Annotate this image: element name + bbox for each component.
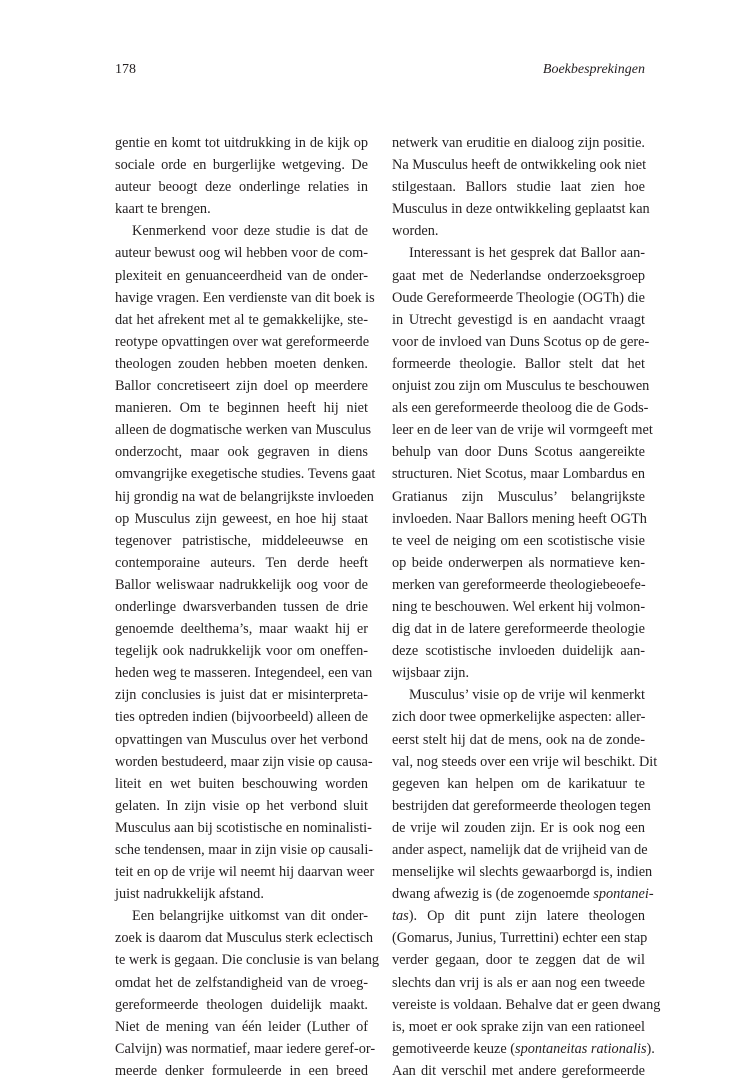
text-span: is, moet er ook sprake zijn van een rationeel: [392, 1018, 645, 1035]
text-line: [392, 905, 645, 927]
text-line: [392, 508, 645, 530]
text-span: op Musculus zijn geweest, en hoe hij staat: [115, 510, 368, 527]
text-line: [115, 154, 368, 176]
text-span: havige vragen. Een verdienste van dit boek is: [115, 289, 375, 306]
text-line: [392, 684, 645, 706]
text-line: [392, 331, 650, 353]
text-line: [392, 287, 645, 309]
text-span: Aan dit verschil met andere gereformeerde: [392, 1062, 645, 1079]
text-line: [392, 574, 645, 596]
text-line: [115, 905, 368, 927]
text-span: structuren. Niet Scotus, maar Lombardus en: [392, 466, 645, 483]
text-span: te veel de neiging om een scotistische visie: [392, 532, 645, 549]
text-line: [115, 773, 368, 795]
text-span: menselijke wil slechts gewaarborgd is, indien: [392, 864, 653, 881]
text-span: kaart te brengen.: [115, 201, 211, 218]
text-span: gentie en komt tot uitdrukking in de kijk op: [115, 135, 368, 151]
text-span: teit en op de vrije wil neemt hij daarvan weer: [115, 864, 375, 881]
text-span: worden bestudeerd, maar zijn visie op causa-: [115, 753, 373, 770]
text-span: ning te beschouwen. Wel erkent hij volmon-: [392, 598, 646, 615]
text-line: [115, 375, 368, 397]
text-span: dat het afrekent met al te gemakkelijke, ste-: [115, 311, 368, 328]
text-line: [115, 397, 368, 419]
text-span: leer en de leer van de vrije wil vormgeeft met: [392, 422, 653, 439]
text-line: [115, 662, 373, 684]
text-line: [392, 530, 645, 552]
text-span: gelaten. In zijn visie op het verbond sluit: [115, 797, 368, 814]
text-line: [115, 220, 368, 242]
text-span: sche tendensen, maar in zijn visie op causali-: [115, 842, 374, 858]
text-line: [115, 994, 368, 1016]
text-line: [115, 729, 368, 751]
text-span: eerst stelt hij dat de mens, ook na de zonde-: [392, 731, 645, 748]
text-line: [392, 154, 645, 176]
italic-term: spontaneitas rationalis: [515, 1040, 647, 1057]
text-span: slechts dan vrij is als er aan nog een tweede: [392, 974, 645, 991]
text-span: (Gomarus, Junius, Turrettini) echter een stap: [392, 930, 648, 947]
running-title: Boekbesprekingen: [542, 62, 645, 77]
text-line: [392, 463, 645, 485]
text-line: [115, 817, 372, 839]
text-line: [115, 839, 374, 861]
text-span: onderlinge dwarsverbanden tussen de drie: [115, 598, 368, 615]
text-span: merken van gereformeerde theologiebeoefe-: [392, 576, 646, 593]
text-line: [392, 441, 645, 463]
text-line: [115, 1060, 368, 1082]
text-span: contemporaine auteurs. Ten derde heeft: [115, 554, 368, 571]
text-span: sociale orde en burgerlijke wetgeving. De: [115, 157, 368, 174]
text-line: [392, 795, 651, 817]
text-span: zijn conclusies is juist dat er misinterpreta-: [115, 687, 368, 704]
text-line: [115, 596, 368, 618]
text-line: [392, 309, 645, 331]
text-span: tegenover patristische, middeleeuwse en: [115, 532, 368, 549]
text-line: [392, 817, 645, 839]
text-span: val, nog steeds over een vrije wil beschikt. Dit: [392, 753, 658, 770]
text-span: voor de invloed van Duns Scotus op de gere-: [392, 333, 650, 350]
text-line: [115, 1016, 368, 1038]
text-span: Ballor weliswaar nadrukkelijk oog voor de: [115, 576, 368, 593]
text-line: [392, 198, 650, 220]
text-span: onjuist zou zijn om Musculus te beschouwen: [392, 378, 650, 395]
text-span: Oude Gereformeerde Theologie (OGTh) die: [392, 289, 646, 306]
text-span: formeerde theologie. Ballor stelt dat het: [392, 355, 645, 372]
text-line: [392, 397, 649, 419]
text-span: meerde denker formuleerde in een breed: [115, 1062, 368, 1079]
text-span: Interessant is het gesprek dat Ballor aan-: [409, 245, 645, 262]
text-span: genoemde deelthema’s, maar waakt hij er: [115, 621, 368, 638]
text-span: auteur beoogt deze onderlinge relaties in: [115, 179, 368, 196]
text-span: als een gereformeerde theoloog die de Gods-: [392, 400, 649, 417]
text-line: [392, 419, 653, 441]
text-line: [115, 242, 368, 264]
text-span: Musculus in deze ontwikkeling geplaatst kan: [392, 201, 650, 218]
text-line: [115, 287, 375, 309]
text-line: [115, 640, 368, 662]
text-span: auteur bewust oog wil hebben voor de com-: [115, 245, 368, 262]
text-span: Gratianus zijn Musculus’ belangrijkste: [392, 488, 645, 505]
text-line: [115, 176, 368, 198]
text-line: [392, 596, 645, 618]
text-line: [115, 751, 373, 773]
text-line: [392, 729, 645, 751]
text-span: dwang afwezig is (de zogenoemde: [392, 886, 594, 903]
text-span: in Utrecht gevestigd is en aandacht vraagt: [392, 311, 645, 328]
text-line: [392, 927, 648, 949]
text-span: omdat het de zelfstandigheid van de vroeg-: [115, 974, 368, 991]
text-span: Een belangrijke uitkomst van dit onder-: [132, 908, 368, 925]
text-line: [392, 861, 653, 883]
text-line: [115, 972, 368, 994]
text-line: [115, 486, 374, 508]
text-line: [115, 198, 368, 220]
text-span: Musculus’ visie op de vrije wil kenmerkt: [409, 687, 645, 704]
text-span: netwerk van eruditie en dialoog zijn positie.: [392, 135, 645, 151]
text-span: reotype opvattingen over wat gereformeerde: [115, 333, 370, 350]
text-line: [392, 1060, 645, 1082]
text-line: [115, 331, 368, 353]
text-span: dig dat in de latere gereformeerde theologie: [392, 621, 645, 638]
text-span: Kenmerkend voor deze studie is dat de: [132, 223, 368, 240]
text-line: [392, 132, 645, 154]
text-line: [115, 1038, 376, 1060]
text-span: Ballor concretiseert zijn doel op meerdere: [115, 378, 368, 395]
text-span: hij grondig na wat de belangrijkste invloeden: [115, 488, 374, 505]
text-line: [392, 618, 645, 640]
text-span: Na Musculus heeft de ontwikkeling ook niet: [392, 157, 647, 174]
text-span: behulp van door Duns Scotus aangereikte: [392, 444, 645, 461]
text-span: juist nadrukkelijk afstand.: [115, 886, 264, 903]
text-span: ).: [646, 1040, 655, 1057]
text-line: [115, 574, 368, 596]
text-line: [392, 839, 648, 861]
text-span: Musculus aan bij scotistische en nominalisti-: [115, 819, 372, 836]
italic-term: spontanei-: [593, 886, 654, 903]
text-span: Niet de mening van één leider (Luther of: [115, 1018, 368, 1035]
text-span: gaat met de Nederlandse onderzoeksgroep: [392, 267, 645, 284]
text-line: [115, 861, 375, 883]
text-span: de vrije wil zouden zijn. Er is ook nog een: [392, 819, 645, 836]
text-span: alleen de dogmatische werken van Musculus: [115, 422, 372, 439]
text-span: vereiste is voldaan. Behalve dat er geen dwang: [392, 996, 661, 1013]
text-span: gereformeerde theologen duidelijk maakt.: [115, 996, 368, 1013]
left-text-column: [115, 132, 380, 1082]
text-line: [392, 242, 645, 264]
text-line: [392, 176, 645, 198]
text-span: wijsbaar zijn.: [392, 665, 470, 682]
text-span: zoek is daarom dat Musculus sterk eclectisch: [115, 930, 374, 947]
text-span: verder gegaan, door te zeggen dat de wil: [392, 952, 645, 969]
text-span: heden weg te masseren. Integendeel, een van: [115, 665, 373, 682]
text-line: [392, 486, 645, 508]
text-line: [392, 265, 645, 287]
text-line: [392, 1038, 655, 1060]
text-span: deze scotistische invloeden duidelijk aan-: [392, 643, 645, 660]
text-line: [392, 375, 650, 397]
text-line: [115, 927, 374, 949]
text-line: [115, 795, 368, 817]
text-line: [392, 220, 645, 242]
text-span: theologen zouden hebben moeten denken.: [115, 355, 368, 372]
text-line: [115, 508, 368, 530]
text-line: [392, 883, 654, 905]
text-line: [392, 640, 645, 662]
text-line: [115, 265, 368, 287]
text-span: te werk is gegaan. Die conclusie is van belang: [115, 952, 380, 969]
text-span: liteit en wet buiten beschouwing worden: [115, 775, 368, 792]
text-span: gemotiveerde keuze (: [392, 1040, 516, 1057]
text-line: [115, 463, 376, 485]
text-line: [392, 1016, 645, 1038]
text-span: manieren. Om te beginnen heeft hij niet: [115, 400, 368, 417]
text-line: [115, 883, 368, 905]
text-span: opvattingen van Musculus over het verbond: [115, 731, 368, 748]
text-span: worden.: [392, 223, 439, 240]
italic-term: tas: [392, 908, 409, 925]
text-span: zich door twee opmerkelijke aspecten: aller-: [392, 709, 646, 726]
text-span: stilgestaan. Ballors studie laat zien hoe: [392, 179, 645, 196]
text-line: [392, 949, 645, 971]
text-line: [115, 419, 372, 441]
text-line: [115, 441, 368, 463]
text-line: [115, 530, 368, 552]
text-line: [115, 618, 368, 640]
text-line: [392, 552, 645, 574]
text-span: op beide onderwerpen als normatieve ken-: [392, 554, 645, 571]
text-span: tegelijk ook nadrukkelijk voor om oneffen-: [115, 643, 368, 660]
text-line: [115, 949, 380, 971]
text-line: [115, 706, 368, 728]
text-line: [115, 309, 368, 331]
text-line: [392, 662, 645, 684]
text-line: [392, 773, 645, 795]
text-span: Calvijn) was normatief, maar iedere geref-or-: [115, 1040, 376, 1057]
running-header: [115, 62, 645, 82]
text-span: bestrijden dat gereformeerde theologen tegen: [392, 797, 651, 814]
right-text-column: [392, 132, 661, 1082]
text-span: gegeven kan helpen om de karikatuur te: [392, 775, 645, 792]
page-number: 178: [115, 62, 136, 77]
text-line: [392, 751, 658, 773]
text-line: [392, 353, 645, 375]
text-span: ). Op dit punt zijn latere theologen: [408, 908, 645, 925]
text-line: [115, 353, 368, 375]
text-line: [392, 972, 645, 994]
text-span: omvangrijke exegetische studies. Tevens gaat: [115, 466, 376, 483]
text-line: [115, 684, 368, 706]
text-span: plexiteit en genuanceerdheid van de onder-: [115, 267, 368, 284]
text-span: ties optreden indien (bijvoorbeeld) alleen de: [115, 709, 368, 726]
text-span: ander aspect, namelijk dat de vrijheid van de: [392, 842, 648, 858]
text-span: onderzocht, maar ook gegraven in diens: [115, 444, 368, 461]
text-line: [115, 552, 368, 574]
text-line: [115, 132, 368, 154]
text-span: invloeden. Naar Ballors mening heeft OGTh: [392, 510, 647, 527]
text-line: [392, 994, 661, 1016]
text-line: [392, 706, 645, 728]
